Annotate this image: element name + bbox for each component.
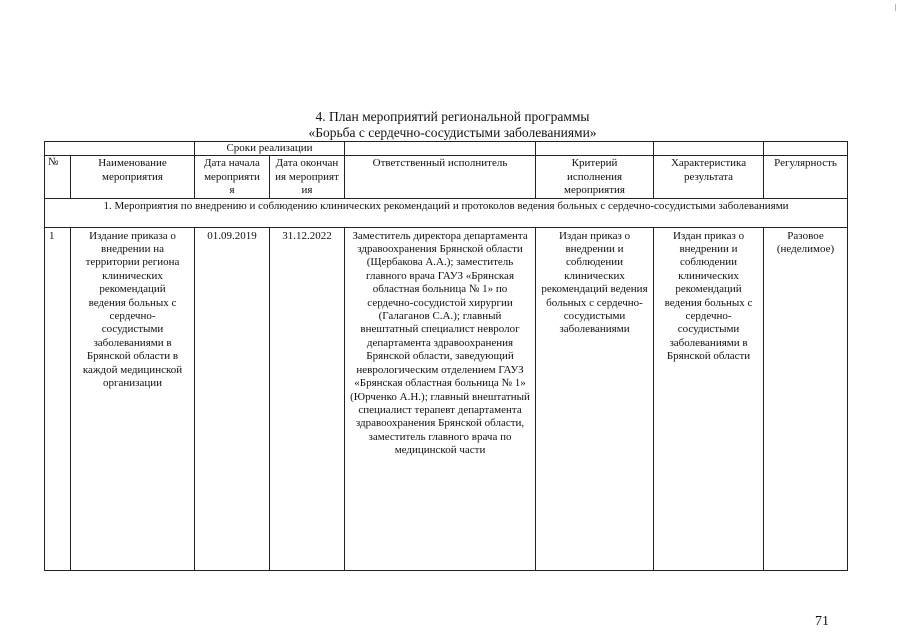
section-title: 1. Мероприятия по внедрению и соблюдению клинических рекомендаций и протоколов ведения больных с сердечно-сосудистыми заболеваниями xyxy=(45,198,848,227)
row-regularity: Разовое (неделимое) xyxy=(764,227,848,570)
header-row xyxy=(45,156,848,198)
col-header-regularity: Регулярность xyxy=(764,156,848,198)
col-header-num: № xyxy=(45,156,71,198)
col-header-result: Характеристика результата xyxy=(654,156,764,198)
page-title-line-1: 4. План мероприятий региональной программы xyxy=(315,109,590,124)
row-start-date: 01.09.2019 xyxy=(195,227,270,570)
row-end-date: 31.12.2022 xyxy=(270,227,345,570)
page-title-line-2: «Борьба с сердечно-сосудистыми заболеваниями» xyxy=(308,125,597,140)
col-header-name: Наименование мероприятия xyxy=(71,156,195,198)
page-title xyxy=(0,109,905,141)
action-plan-table xyxy=(44,141,848,571)
table-row xyxy=(45,227,848,570)
header-group-row xyxy=(45,142,848,156)
row-result: Издан приказ о внедрении и соблюдении клинических рекомендаций ведения больных с сердечно-сосудистыми заболеваниями в Брянской области xyxy=(654,227,764,570)
header-group-spacer xyxy=(45,142,195,156)
col-header-start-date: Дата начала мероприятия xyxy=(195,156,270,198)
row-executor: Заместитель директора департамента здравоохранения Брянской области (Щербакова А.А.); заместитель главного врача ГАУЗ «Брянская областная больница № 1» по сердечно-сосудистой хирургии (Галаганов С.А.); главный внештатный специалист невролог департамента здравоохранения Брянской области, заведующий неврологическим отделением ГАУЗ «Брянская областная больница № 1» (Юрченко А.Н.); главный внештатный специалист терапевт департамента здравоохранения Брянской области, заместитель главного врача по медицинской части xyxy=(345,227,536,570)
col-header-executor: Ответственный исполнитель xyxy=(345,156,536,198)
col-header-end-date: Дата окончания мероприятия xyxy=(270,156,345,198)
header-group-deadlines: Сроки реализации xyxy=(195,142,345,156)
header-group-spacer xyxy=(654,142,764,156)
col-header-criterion: Критерий исполнения мероприятия xyxy=(536,156,654,198)
section-row xyxy=(45,198,848,227)
row-num: 1 xyxy=(45,227,71,570)
scan-edge-mark xyxy=(895,4,896,11)
header-group-spacer xyxy=(345,142,536,156)
row-name: Издание приказа о внедрении на территории региона клинических рекомендаций ведения больных с сердечно-сосудистыми заболеваниями в Брянской области в каждой медицинской организации xyxy=(71,227,195,570)
header-group-spacer xyxy=(764,142,848,156)
page-number: 71 xyxy=(815,614,829,629)
header-group-spacer xyxy=(536,142,654,156)
row-criterion: Издан приказ о внедрении и соблюдении клинических рекомендаций ведения больных с сердечно-сосудистыми заболеваниями xyxy=(536,227,654,570)
